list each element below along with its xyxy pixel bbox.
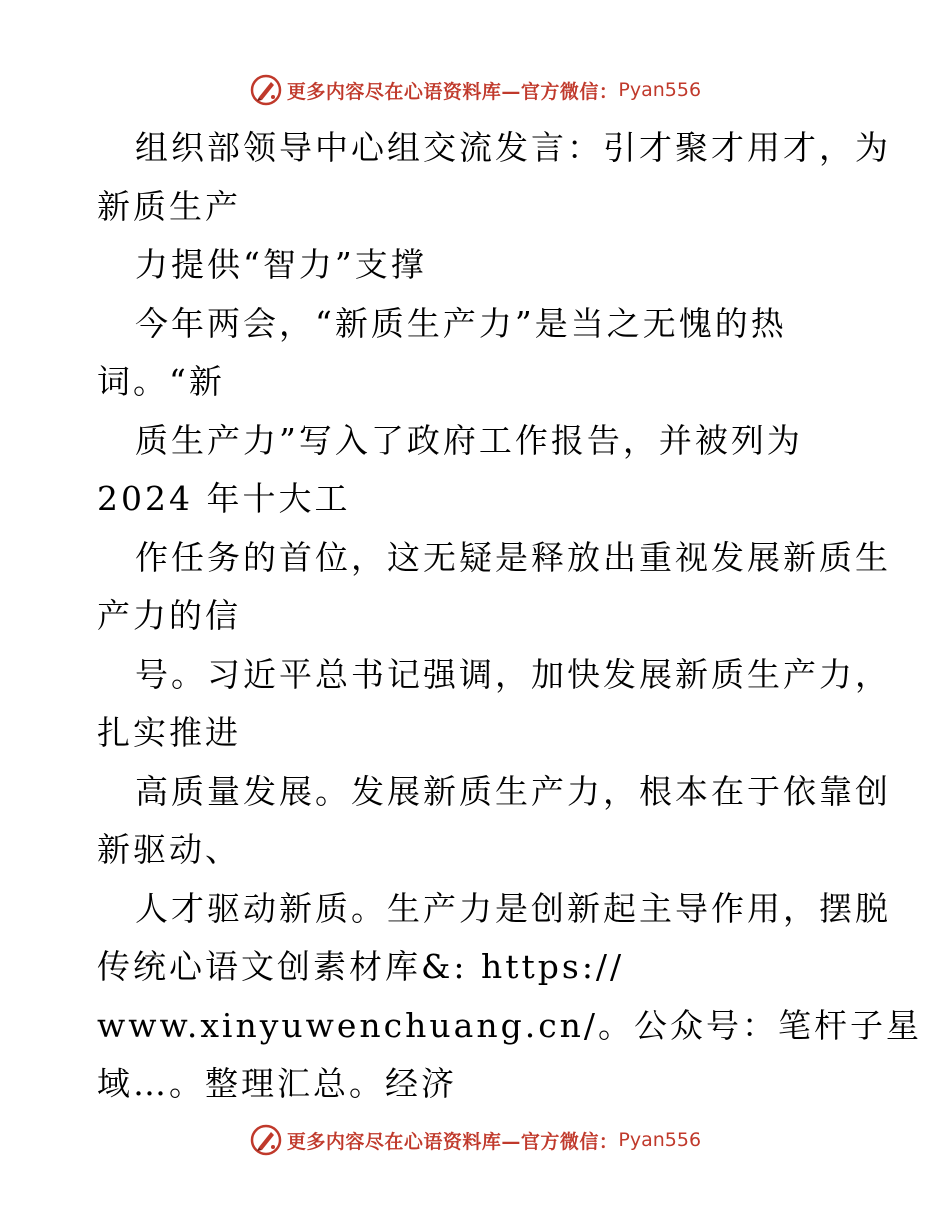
pen-logo-icon [249, 73, 283, 107]
text-line: 域…。整理汇总。经济 [97, 1064, 457, 1103]
text-line: 作任务的首位，这无疑是释放出重视发展新质生 [135, 537, 891, 577]
text-line: 新驱动、 [97, 830, 241, 869]
text-line: 新质生产 [97, 186, 241, 226]
text-line: 传统心语文创素材库&: https:// [97, 947, 625, 986]
text-line: 人才驱动新质。生产力是创新起主导作用，摆脱 [135, 888, 891, 928]
text-line: 力提供“智力”支撑 [135, 245, 427, 284]
footer-banner [0, 1120, 950, 1160]
footer-wechat-id: Pyan556 [618, 1129, 702, 1151]
text-line: 号。习近平总书记强调，加快发展新质生产力， [135, 654, 891, 694]
text-line: 质生产力”写入了政府工作报告，并被列为 [135, 420, 803, 460]
text-line: 词。“新 [97, 362, 225, 401]
document-body [97, 119, 923, 1114]
text-line: 扎实推进 [97, 713, 241, 752]
text-line: www.xinyuwenchuang.cn/。公众号：笔杆子星 [97, 1005, 923, 1045]
footer-banner-text: 更多内容尽在心语资料库—官方微信： [286, 1130, 619, 1153]
pen-logo-icon [249, 1123, 283, 1157]
text-line: 2024 年十大工 [97, 479, 351, 518]
header-banner-text: 更多内容尽在心语资料库—官方微信： [286, 80, 619, 103]
text-line: 今年两会，“新质生产力”是当之无愧的热 [135, 303, 787, 343]
header-wechat-id: Pyan556 [618, 79, 702, 101]
text-line: 高质量发展。发展新质生产力，根本在于依靠创 [135, 771, 891, 811]
header-banner [0, 70, 950, 110]
text-line: 组织部领导中心组交流发言：引才聚才用才，为 [135, 128, 891, 167]
text-line: 产力的信 [97, 596, 241, 635]
